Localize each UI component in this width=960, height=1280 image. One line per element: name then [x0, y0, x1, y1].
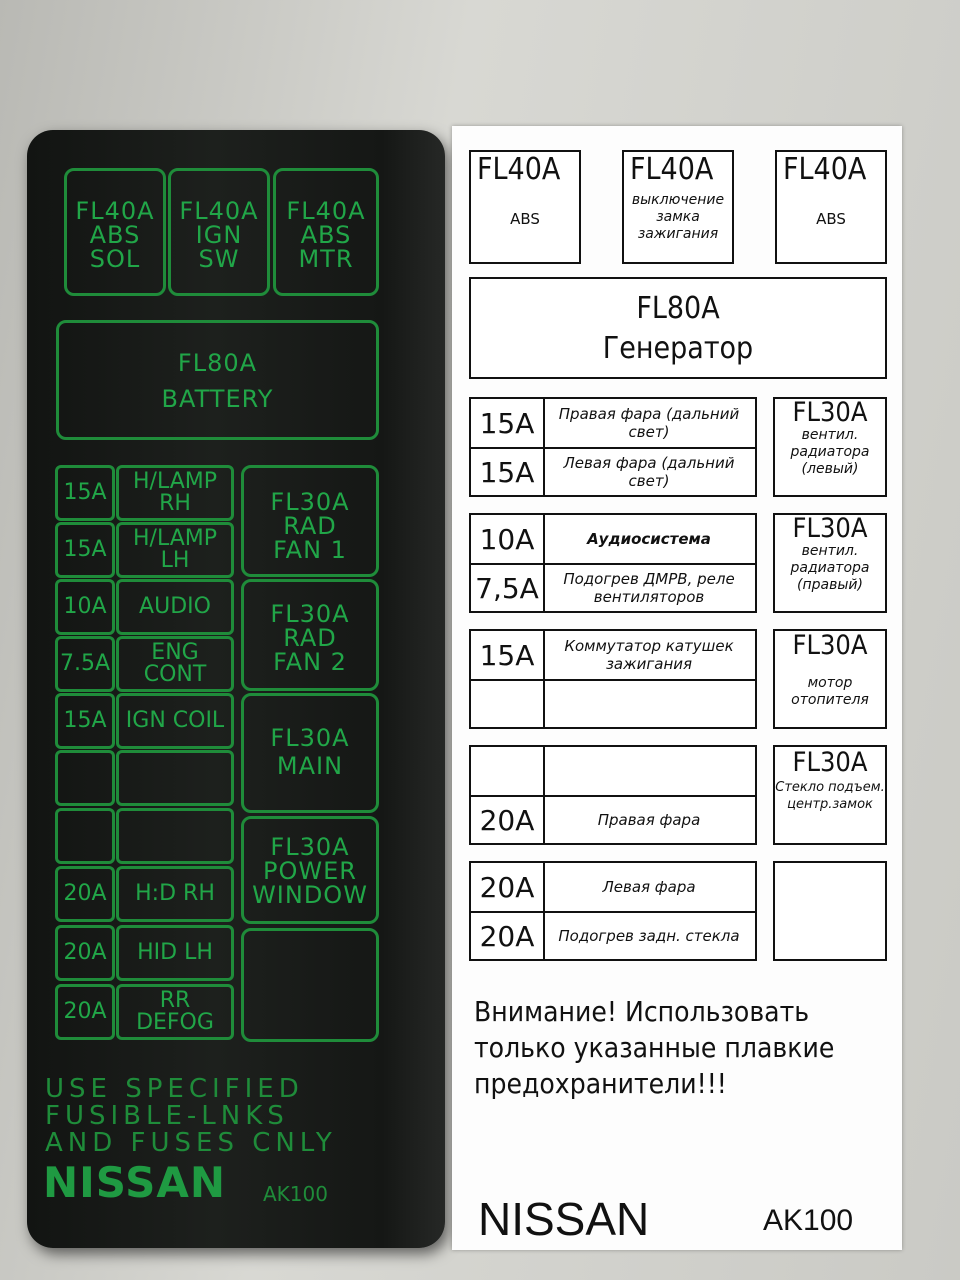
label-fuse-desc: мотор отопителя: [791, 675, 869, 708]
cover-fuse-text: ABS: [89, 221, 141, 249]
cover-fuse-amp: 20A: [55, 984, 115, 1040]
label-fuse-amp: 20A: [471, 863, 545, 911]
label-fuse-desc: ABS: [816, 210, 846, 228]
label-group-headlamps: [469, 397, 757, 497]
cover-fuse-power-window: [241, 816, 379, 924]
cover-fuse-amp: [55, 750, 115, 806]
label-fuse-abs-1: [469, 150, 581, 264]
label-fuse-row: [471, 565, 755, 611]
cover-fuse-text: RAD: [283, 512, 337, 540]
cover-fuse-amp: 20A: [55, 925, 115, 981]
label-fuse-row: [471, 515, 755, 565]
label-fuse-row: [471, 681, 755, 727]
label-fuse-amp: 15A: [471, 399, 545, 447]
label-fuse-heater: [773, 629, 887, 729]
cover-fuse-name: AUDIO: [116, 579, 234, 635]
label-fuse-desc: ABS: [510, 210, 540, 228]
cover-fuse-text: SOL: [89, 245, 141, 273]
cover-note: [45, 1076, 337, 1157]
label-fuse-desc: Подогрев задн. стекла: [558, 927, 740, 945]
cover-fuse-text: ABS: [300, 221, 352, 249]
cover-fuse-main: [241, 693, 379, 813]
cover-fuse-text: MTR: [298, 245, 354, 273]
fuse-box-cover: [27, 130, 445, 1248]
cover-fuse-text: BATTERY: [161, 385, 274, 413]
label-fuse-generator: [469, 277, 887, 379]
label-fuse-desc: Подогрев ДМРВ, реле вентиляторов: [563, 570, 735, 606]
cover-fuse-text: POWER: [263, 857, 357, 885]
cover-fuse-battery: [56, 320, 379, 440]
label-fuse-amp: FL30A: [792, 397, 868, 428]
cover-fuse-ign-sw: [168, 168, 270, 296]
label-fuse-desc: [543, 747, 755, 795]
cover-fuse-rad-fan-2: [241, 579, 379, 691]
cover-fuse-text: MAIN: [276, 752, 344, 780]
label-fuse-row: [471, 399, 755, 449]
cover-fuse-text: FAN 1: [273, 536, 347, 564]
label-fuse-desc: Стекло подъем. центр.замок: [775, 780, 885, 812]
cover-fuse-text: FL40A: [286, 197, 366, 225]
label-fuse-desc: [543, 681, 755, 727]
label-fuse-desc: вентил. радиатора (правый): [790, 543, 870, 593]
cover-fuse-text: FL40A: [179, 197, 259, 225]
cover-fuse-text: RAD: [283, 624, 337, 652]
cover-fuse-abs-mtr: [273, 168, 379, 296]
cover-fuse-name: [116, 750, 234, 806]
cover-fuse-text: IGN: [195, 221, 243, 249]
cover-brand-logo: NISSAN: [43, 1158, 227, 1207]
cover-model: AK100: [263, 1182, 328, 1206]
cover-fuse-text: FL30A: [270, 724, 350, 752]
cover-fuse-name: [116, 808, 234, 864]
label-fuse-abs-2: [775, 150, 887, 264]
label-fuse-amp: FL40A: [783, 152, 867, 187]
cover-fuse-text: FL80A: [177, 349, 258, 377]
label-brand: NISSAN: [478, 1193, 650, 1245]
label-fuse-row: [471, 747, 755, 797]
label-fuse-row: [471, 631, 755, 681]
label-fuse-amp: 10A: [471, 515, 545, 563]
label-fuse-desc: Левая фара (дальний свет): [563, 454, 735, 490]
cover-fuse-name: RR DEFOG: [116, 984, 234, 1040]
label-fuse-row: [471, 797, 755, 843]
cover-fuse-name: ENG CONT: [116, 636, 234, 692]
cover-fuse-text: FAN 2: [273, 648, 347, 676]
cover-note-line: FUSIBLE-LNKS: [45, 1101, 289, 1131]
cover-note-line: AND FUSES CNLY: [45, 1128, 337, 1158]
label-group-ignition-coil: [469, 629, 757, 729]
label-fuse-amp: 15A: [471, 631, 545, 679]
label-fuse-amp: FL80A: [636, 291, 720, 326]
cover-fuse-text: WINDOW: [252, 881, 368, 909]
label-model: AK100: [763, 1204, 854, 1237]
label-fuse-amp: [471, 747, 545, 795]
label-fuse-amp: 20A: [471, 913, 545, 959]
label-fuse-desc: Правая фара: [597, 811, 701, 829]
label-fuse-empty: [773, 861, 887, 961]
cover-fuse-text: FL30A: [270, 833, 350, 861]
label-group-audio: [469, 513, 757, 613]
cover-fuse-text: FL40A: [75, 197, 155, 225]
label-fuse-rad-fan-left: [773, 397, 887, 497]
cover-fuse-name: H/LAMP LH: [116, 522, 234, 578]
label-fuse-desc: Левая фара: [602, 878, 696, 896]
label-fuse-amp: [471, 681, 545, 727]
label-fuse-desc: Генератор: [602, 331, 754, 366]
label-fuse-desc: выключение замка зажигания: [631, 192, 725, 242]
cover-fuse-name: H:D RH: [116, 866, 234, 922]
label-fuse-amp: FL30A: [792, 747, 868, 778]
label-fuse-amp: FL30A: [792, 630, 868, 661]
cover-fuse-empty: [241, 928, 379, 1042]
cover-fuse-text: FL30A: [270, 600, 350, 628]
label-fuse-desc: Аудиосистема: [587, 530, 711, 548]
cover-fuse-name: H/LAMP RH: [116, 465, 234, 521]
cover-fuse-text: SW: [198, 245, 240, 273]
cover-fuse-abs-sol: [64, 168, 166, 296]
cover-fuse-text: FL30A: [270, 488, 350, 516]
label-fuse-row: [471, 913, 755, 959]
cover-fuse-amp: 15A: [55, 522, 115, 578]
label-fuse-amp: FL30A: [792, 513, 868, 544]
label-fuse-ignition: [622, 150, 734, 264]
cover-fuse-rad-fan-1: [241, 465, 379, 577]
cover-fuse-name: IGN COIL: [116, 693, 234, 749]
label-fuse-power-window: [773, 745, 887, 845]
label-fuse-amp: FL40A: [477, 152, 561, 187]
label-fuse-amp: 20A: [471, 797, 545, 843]
cover-note-line: USE SPECIFIED: [45, 1074, 304, 1104]
cover-fuse-amp: 7.5A: [55, 636, 115, 692]
cover-fuse-amp: 20A: [55, 866, 115, 922]
label-fuse-amp: 7,5A: [471, 565, 545, 611]
cover-fuse-amp: 10A: [55, 579, 115, 635]
label-fuse-desc: вентил. радиатора (левый): [790, 427, 870, 477]
cover-fuse-amp: [55, 808, 115, 864]
label-group-right-headlamp: [469, 745, 757, 845]
label-fuse-rad-fan-right: [773, 513, 887, 613]
label-group-left-headlamp: [469, 861, 757, 961]
label-fuse-desc: Правая фара (дальний свет): [558, 405, 740, 441]
label-fuse-desc: Коммутатор катушек зажигания: [564, 637, 734, 673]
label-fuse-amp: FL40A: [630, 152, 714, 187]
label-fuse-amp: 15A: [471, 449, 545, 495]
cover-fuse-amp: 15A: [55, 693, 115, 749]
label-warning: Внимание! Использовать только указанные плавкие предохранители!!!: [474, 995, 835, 1100]
label-fuse-row: [471, 863, 755, 913]
label-fuse-row: [471, 449, 755, 495]
cover-fuse-name: HID LH: [116, 925, 234, 981]
cover-fuse-amp: 15A: [55, 465, 115, 521]
